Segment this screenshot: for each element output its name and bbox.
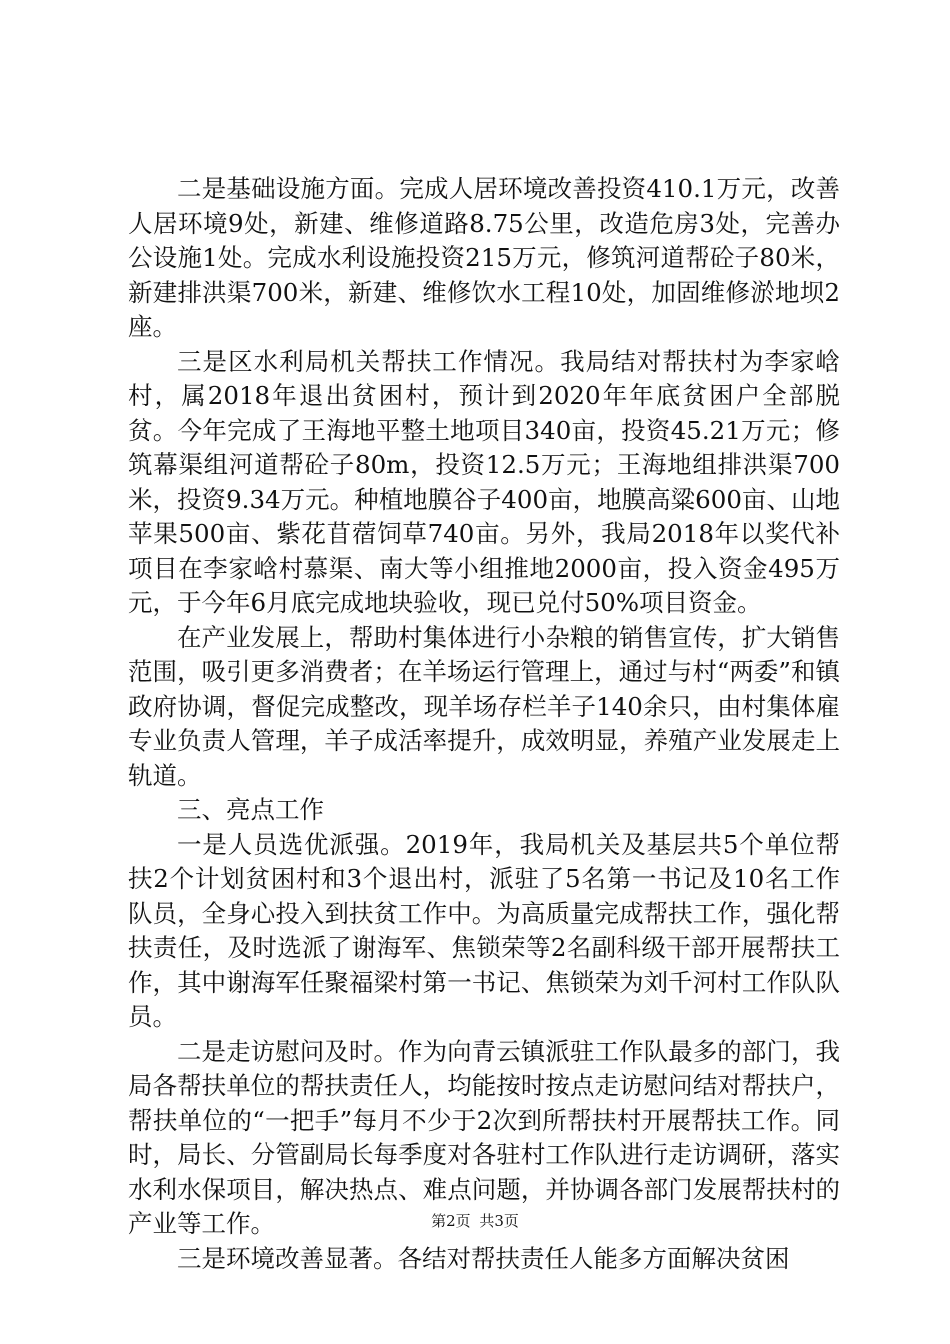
paragraph-environment: 三是环境改善显著。各结对帮扶责任人能多方面解决贫困	[177, 1243, 790, 1273]
page-footer	[0, 1211, 950, 1231]
document-body	[128, 172, 840, 1276]
page-number: 第2页	[431, 1212, 471, 1230]
paragraph-personnel: 一是人员选优派强。2019年，我局机关及基层共5个单位帮扶2个计划贫困村和3个退出村，派驻了5名第一书记及10名工作队员，全身心投入到扶贫工作中。为高质量完成帮扶工作，强化帮扶责任，及时选派了谢海军、焦锁荣等2名副科级干部开展帮扶工作，其中谢海军任聚福梁村第一书记、焦锁荣为刘千河村工作队队员。	[128, 829, 840, 1031]
paragraph-visits: 二是走访慰问及时。作为向青云镇派驻工作队最多的部门，我局各帮扶单位的帮扶责任人，均能按时按点走访慰问结对帮扶户，帮扶单位的“一把手”每月不少于2次到所帮扶村开展帮扶工作。同时，局长、分管副局长每季度对各驻村工作队进行走访调研，落实水利水保项目，解决热点、难点问题，并协调各部门发展帮扶村的产业等工作。	[128, 1036, 840, 1238]
page-total: 共3页	[479, 1212, 519, 1230]
paragraph-industry-development: 在产业发展上，帮助村集体进行小杂粮的销售宣传，扩大销售范围，吸引更多消费者；在羊场运行管理上，通过与村“两委”和镇政府协调，督促完成整改，现羊场存栏羊子140余只，由村集体雇专业负责人管理，羊子成活率提升，成效明显，养殖产业发展走上轨道。	[128, 622, 840, 790]
section-heading-highlights: 三、亮点工作	[177, 795, 324, 824]
paragraph-infrastructure: 二是基础设施方面。完成人居环境改善投资410.1万元，改善人居环境9处，新建、维修道路8.75公里，改造危房3处，完善办公设施1处。完成水利设施投资215万元，修筑河道帮砼子80米，新建排洪渠700米，新建、维修饮水工程10处，加固维修淤地坝2座。	[128, 174, 840, 341]
paragraph-bureau-assistance: 三是区水利局机关帮扶工作情况。我局结对帮扶村为李家㟏村，属2018年退出贫困村，预计到2020年年底贫困户全部脱贫。今年完成了王海地平整土地项目340亩，投资45.21万元；修筑幕渠组河道帮砼子80m，投资12.5万元；王海地组排洪渠700米，投资9.34万元。种植地膜谷子400亩，地膜高粱600亩、山地苹果500亩、紫花苜蓿饲草740亩。另外，我局2018年以奖代补项目在李家㟏村慕渠、南大等小组推地2000亩，投入资金495万元，于今年6月底完成地块验收，现已兑付50%项目资金。	[128, 346, 840, 617]
